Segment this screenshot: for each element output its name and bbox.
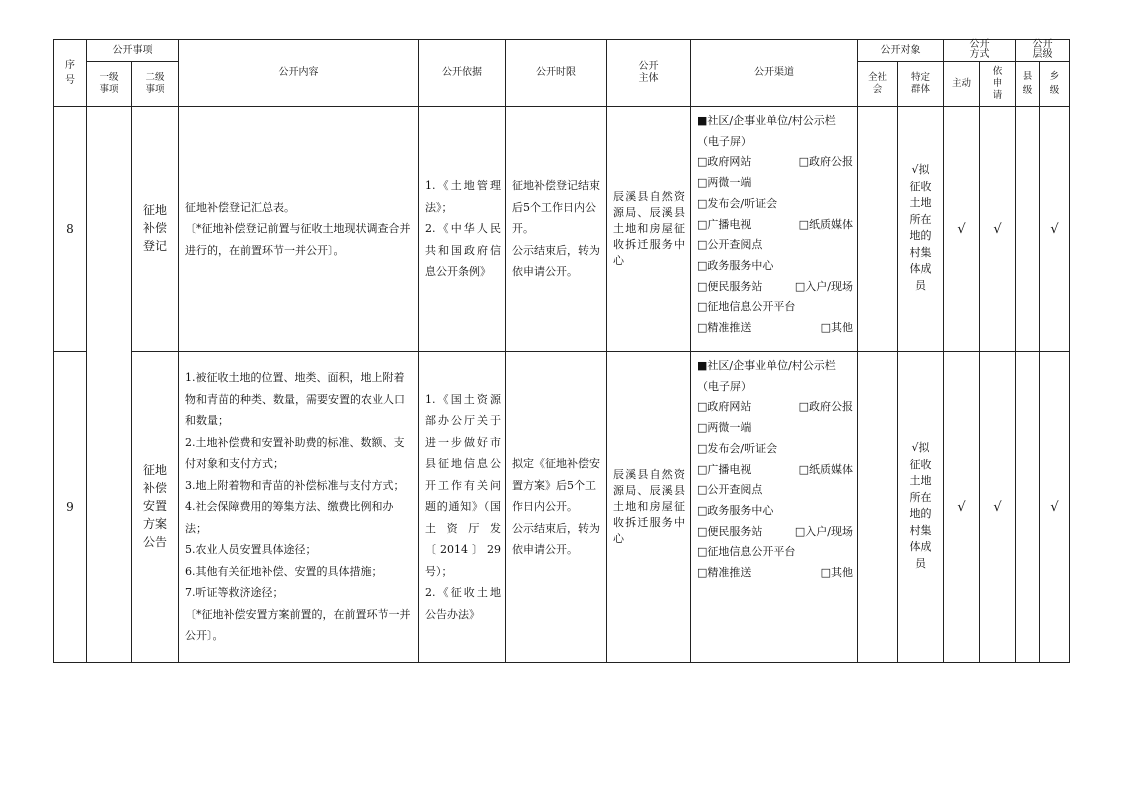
content-line: 6.其他有关征地补偿、安置的具体措施； [185, 564, 383, 578]
channel-push: □精准推送 [697, 321, 752, 335]
header-target-group: 特定群体 [898, 62, 944, 107]
channel-press: □发布会/听证会 [697, 441, 778, 455]
header-subject: 公开主体 [607, 40, 691, 107]
channel-station: □便民服务站 [697, 279, 763, 293]
channel-notice-board: ■社区/企事业单位/村公示栏（电子屏） [697, 359, 836, 393]
row-seq: 9 [54, 352, 87, 663]
channel-gov-site: □政府网站 [697, 400, 752, 414]
channel-reading: □公开查阅点 [697, 483, 763, 497]
header-seq: 序号 [54, 40, 87, 107]
header-channels: 公开渠道 [691, 40, 858, 107]
check-active: √ [944, 107, 980, 352]
channel-tv: □广播电视 [697, 217, 752, 231]
row-period [506, 107, 607, 352]
content-line: 2.土地补偿费和安置补助费的标准、数额、支付对象和支付方式； [185, 435, 405, 471]
channel-platform: □征地信息公开平台 [697, 545, 796, 559]
check-request: √ [980, 352, 1016, 663]
channel-paper: □纸质媒体 [798, 462, 853, 476]
row-basis [419, 352, 506, 663]
level1-cell [87, 107, 132, 663]
period-line: 公示结束后，转为依申请公开。 [512, 243, 600, 279]
check-county [1016, 107, 1040, 352]
channel-platform: □征地信息公开平台 [697, 300, 796, 314]
header-target: 公开对象 [858, 40, 944, 62]
row-content [179, 107, 419, 352]
channel-onsite: □入户/现场 [794, 279, 853, 293]
channel-station: □便民服务站 [697, 524, 763, 538]
channel-paper: □纸质媒体 [798, 217, 853, 231]
row-subject: 辰溪县自然资源局、辰溪县土地和房屋征收拆迁服务中心 [607, 352, 691, 663]
content-line: 3.地上附着物和青苗的补偿标准与支付方式； [185, 478, 405, 492]
header-method-active: 主动 [944, 62, 980, 107]
basis-line: 1.《国土资源部办公厅关于进一步做好市县征地信息公开工作有关问题的通知》（国土资厅发〔2014〕29号）； [425, 392, 501, 578]
target-all-cell [858, 107, 898, 352]
header-period: 公开时限 [506, 40, 607, 107]
channel-weibo: □两微一端 [697, 421, 752, 435]
period-line: 拟定《征地补偿安置方案》后5个工作日内公开。 [512, 457, 600, 514]
header-method-request: 依申请 [980, 62, 1016, 107]
check-county [1016, 352, 1040, 663]
row-content [179, 352, 419, 663]
check-active: √ [944, 352, 980, 663]
period-line: 征地补偿登记结束后5个工作日内公开。 [512, 179, 600, 236]
row-channels [691, 107, 858, 352]
content-line: 征地补偿登记汇总表。 [185, 200, 295, 214]
channel-gov-site: □政府网站 [697, 155, 752, 169]
row-item-name: 征地补偿安置方案公告 [132, 352, 179, 663]
content-line: 5.农业人员安置具体途径； [185, 543, 317, 557]
check-town: √ [1040, 107, 1070, 352]
header-method: 公开方式 [944, 40, 1016, 62]
table-row [54, 107, 1070, 352]
target-all-cell [858, 352, 898, 663]
header-level: 公开层级 [1016, 40, 1070, 62]
header-level2: 二级事项 [132, 62, 179, 107]
content-line: 7.听证等救济途径； [185, 586, 284, 600]
channel-service: □政务服务中心 [697, 503, 774, 517]
row-period [506, 352, 607, 663]
channel-push: □精准推送 [697, 566, 752, 580]
header-level-town: 乡级 [1040, 62, 1070, 107]
channel-gov-gazette: □政府公报 [798, 400, 853, 414]
check-request: √ [980, 107, 1016, 352]
row-subject: 辰溪县自然资源局、辰溪县土地和房屋征收拆迁服务中心 [607, 107, 691, 352]
header-level1: 一级事项 [87, 62, 132, 107]
table-row [54, 352, 1070, 663]
channel-press: □发布会/听证会 [697, 196, 778, 210]
header-level-county: 县级 [1016, 62, 1040, 107]
channel-notice-board: ■社区/企事业单位/村公示栏（电子屏） [697, 114, 836, 148]
content-line: 4.社会保障费用的筹集方法、缴费比例和办法； [185, 500, 394, 535]
row-item-name: 征地补偿登记 [132, 107, 179, 352]
channel-reading: □公开查阅点 [697, 238, 763, 252]
channel-gov-gazette: □政府公报 [798, 155, 853, 169]
disclosure-table [53, 39, 1070, 663]
row-channels [691, 352, 858, 663]
header-matters: 公开事项 [87, 40, 179, 62]
target-group-cell: √拟征收土地所在地的村集体成员 [898, 107, 944, 352]
channel-tv: □广播电视 [697, 462, 752, 476]
check-town: √ [1040, 352, 1070, 663]
header-content: 公开内容 [179, 40, 419, 107]
row-seq: 8 [54, 107, 87, 352]
content-line: 1.被征收土地的位置、地类、面积，地上附着物和青苗的种类、数量，需要安置的农业人口和数量； [185, 371, 405, 428]
channel-other: □其他 [820, 321, 853, 335]
content-line: 〔*征地补偿登记前置与征收土地现状调查合并进行的，在前置环节一并公开〕。 [185, 222, 411, 257]
channel-other: □其他 [820, 566, 853, 580]
channel-weibo: □两微一端 [697, 176, 752, 190]
basis-line: 2.《征收土地公告办法》 [425, 586, 501, 621]
channel-service: □政务服务中心 [697, 258, 774, 272]
period-line: 公示结束后，转为依申请公开。 [512, 521, 600, 557]
channel-onsite: □入户/现场 [794, 524, 853, 538]
header-row-1 [54, 40, 1070, 62]
row-basis [419, 107, 506, 352]
basis-line: 1.《土地管理法》； [425, 179, 501, 214]
target-group-cell: √拟征收土地所在地的村集体成员 [898, 352, 944, 663]
basis-line: 2.《中华人民共和国政府信息公开条例》 [425, 222, 501, 279]
content-line: 〔*征地补偿安置方案前置的，在前置环节一并公开〕。 [185, 607, 411, 643]
header-target-all: 全社会 [858, 62, 898, 107]
header-basis: 公开依据 [419, 40, 506, 107]
